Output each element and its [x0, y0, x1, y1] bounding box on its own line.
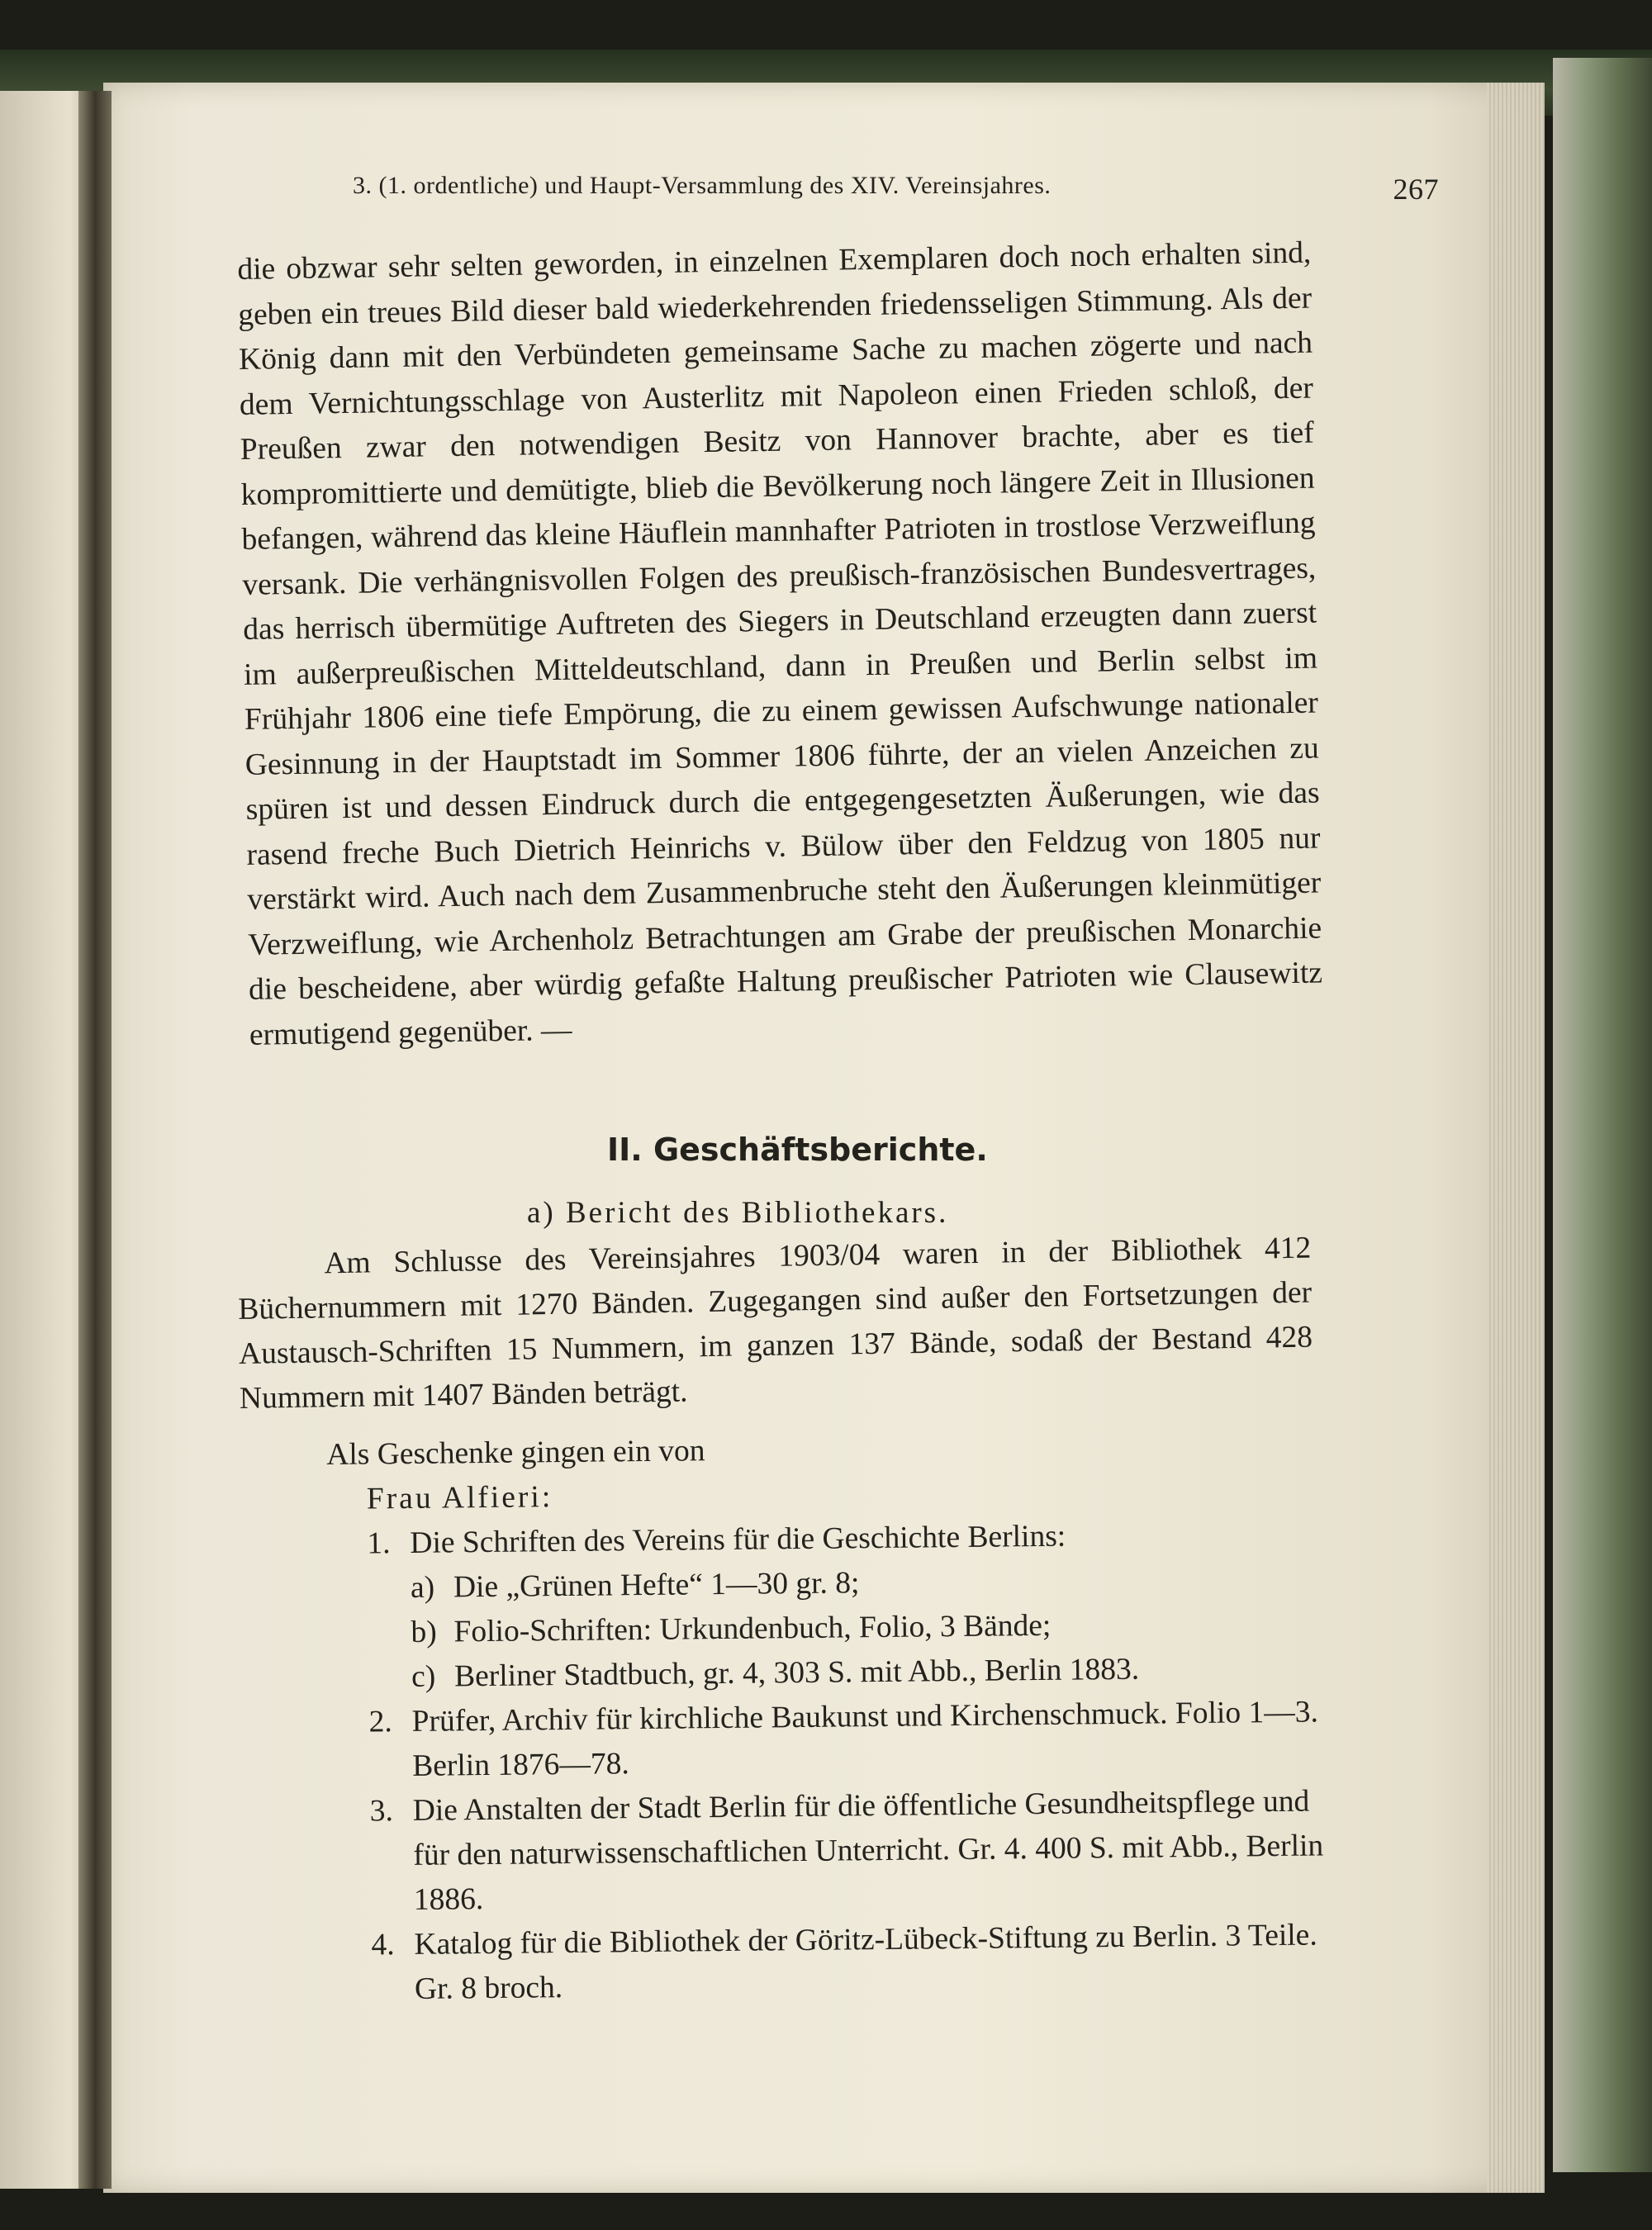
- book-cover-right: [1553, 58, 1652, 2172]
- gift-donor: Frau Alfieri:: [366, 1480, 553, 1516]
- sub-item-letter: a): [410, 1570, 435, 1605]
- list-item: [331, 1913, 1340, 2013]
- subsection-heading: a) Bericht des Bibliothekars.: [527, 1196, 949, 1230]
- item-number: 1.: [367, 1526, 391, 1561]
- gift-list: [326, 1422, 1340, 2013]
- sub-item-text: Folio-Schriften: Urkundenbuch, Folio, 3 Bände;: [453, 1608, 1051, 1649]
- item-number: 2.: [368, 1705, 393, 1739]
- item-number: 4.: [371, 1928, 395, 1962]
- sub-item-text: Berliner Stadtbuch, gr. 4, 303 S. mit Abb., Berlin 1883.: [453, 1652, 1140, 1694]
- sub-item-text: Die „Grünen Hefte“ 1—30 gr. 8;: [453, 1566, 860, 1605]
- list-item: [329, 1690, 1337, 1790]
- item-text: Katalog für die Bibliothek der Göritz-Lübeck-Stiftung zu Berlin. 3 Teile. Gr. 8 broch.: [414, 1918, 1317, 2006]
- section-heading: II. Geschäftsberichte.: [607, 1132, 988, 1168]
- page-number: 267: [1393, 173, 1439, 206]
- item-text: Die Schriften des Vereins für die Geschichte Berlins:: [410, 1519, 1066, 1560]
- item-text: Die Anstalten der Stadt Berlin für die öffentliche Gesundheitspflege und für den naturwissenschaftlichen Unterricht. Gr. 4. 400 S. mit Abb., Berlin 1886.: [412, 1784, 1324, 1917]
- sub-item-letter: b): [411, 1615, 437, 1649]
- paragraph-2: Am Schlusse des Vereinsjahres 1903/04 waren in der Bibliothek 412 Büchernummern mit 1270 Bänden. Zugegangen sind außer den Fortsetzungen der Austausch-Schriften 15 Nummern, im ganzen 137 Bände, sodaß der Bestand 428 Nummern mit 1407 Bänden beträgt.: [237, 1231, 1313, 1416]
- running-header: [353, 172, 1439, 206]
- page-edges: [1487, 83, 1545, 2193]
- running-title: 3. (1. ordentliche) und Haupt-Versammlung des XIV. Vereinsjahres.: [353, 172, 1051, 199]
- paragraph-1: die obzwar sehr selten geworden, in einzelnen Exemplaren doch noch erhalten sind, geben ein treues Bild dieser bald wiederkehrenden friedensseligen Stimmung. Als der König dann mit den Verbündeten gemeinsame Sache zu machen zögerte und nach dem Vernichtungsschlage von Austerlitz mit Napoleon einen Frieden schloß, der Preußen zwar den notwendigen Besitz von Hannover brachte, aber es tief kompromittierte und demütigte, blieb die Bevölkerung noch längere Zeit in Illusionen befangen, während das kleine Häuflein mannhafter Patrioten in trostlose Verzweiflung versank. Die verhängnisvollen Folgen des preußisch-französischen Bundesvertrages, das herrisch übermütige Auftreten des Siegers in Deutschland erzeugten dann zuerst im außerpreußischen Mitteldeutschland, dann in Preußen und Berlin selbst im Frühjahr 1806 eine tiefe Empörung, die zu einem gewissen Aufschwunge nationaler Gesinnung in der Hauptstadt im Sommer 1806 führte, der an vielen Anzeichen zu spüren ist und dessen Eindruck durch die entgegengesetzten Äußerungen, wie das rasend freche Buch Dietrich Heinrichs v. Bülow über den Feldzug von 1805 nur verstärkt wird. Auch nach dem Zusammenbruche steht den Äußerungen kleinmütiger Verzweiflung, wie Archenholz Betrachtungen am Grabe der preußischen Monarchie die bescheidene, aber würdig gefaßte Haltung preußischer Patrioten wie Clausewitz ermutigend gegenüber. —: [237, 235, 1323, 1052]
- book-gutter: [78, 91, 112, 2189]
- item-text: Prüfer, Archiv für kirchliche Baukunst und Kirchenschmuck. Folio 1—3. Berlin 1876—78.: [411, 1695, 1319, 1783]
- item-number: 3.: [369, 1794, 394, 1829]
- sub-item-letter: c): [411, 1659, 436, 1694]
- list-item: [330, 1779, 1340, 1924]
- gift-intro: Als Geschenke gingen ein von: [326, 1434, 705, 1472]
